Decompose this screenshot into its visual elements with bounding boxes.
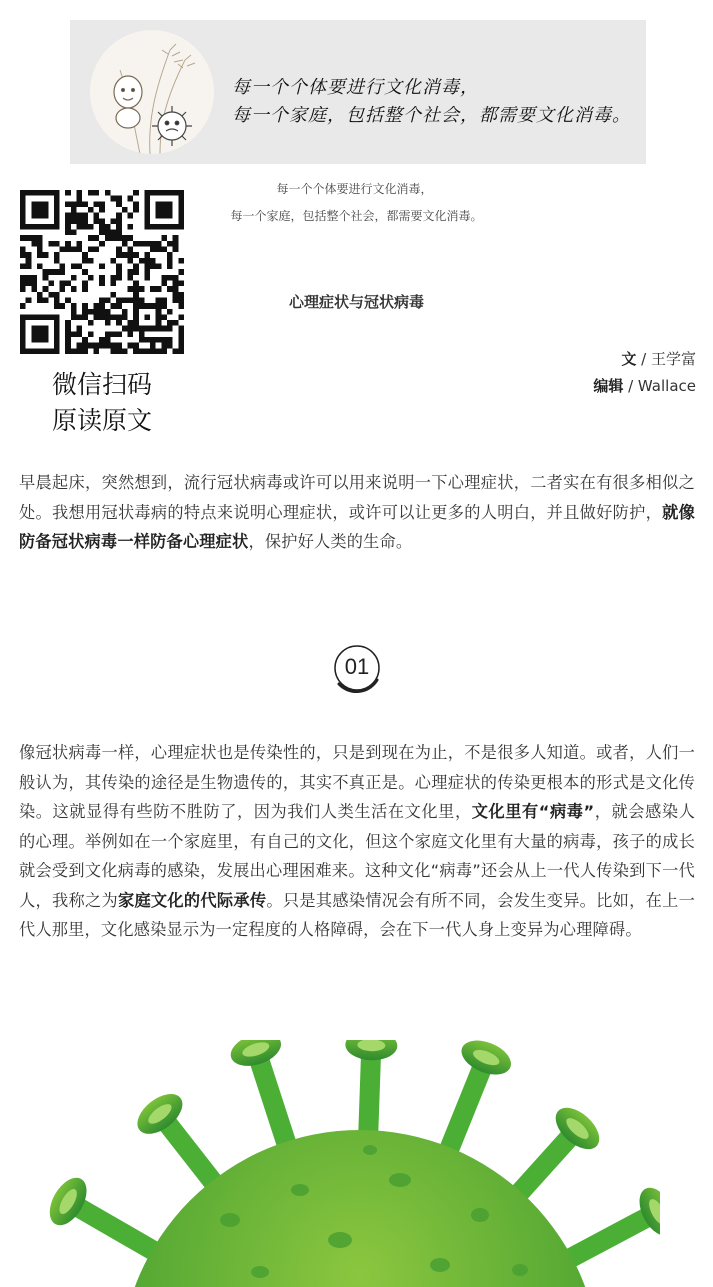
section-number-badge (333, 644, 383, 694)
author-label: 文 (621, 350, 637, 368)
editor-separator: / (623, 377, 638, 395)
intro-paragraph (19, 468, 695, 557)
editor-name: Wallace (637, 377, 696, 395)
coronavirus-illustration (40, 1040, 660, 1287)
author-separator: / (636, 350, 651, 368)
section-1-emphasis-2: 家庭文化的代际承传 (117, 890, 267, 910)
intro-text-1: 早晨起床，突然想到，流行冠状病毒或许可以用来说明一下心理症状，二者实在有很多相似之处。我想用冠状毒病的特点来说明心理症状，或许可以让更多的人明白，并且做好防护， (19, 473, 695, 522)
editor-byline (593, 375, 696, 396)
qr-caption-scan: 微信扫码 (51, 370, 152, 399)
reed-cartoon-illustration (90, 30, 214, 154)
section-1-text-1: 像冠状病毒一样，心理症状也是传染性的，只是到现在为止，不是很多人知道。或者，人们一般认为，其传染的途径是生物遗传的，其实不真正是。心理症状的传染更根本的形式是文化传染。这就显得有些防不胜防了，因为我们人类生活在文化里， (19, 743, 695, 821)
subtitle-line-1: 每一个个体要进行文化消毒， (276, 182, 433, 196)
article-title: 心理症状与冠状病毒 (288, 293, 424, 311)
section-1-text-3: 。只是其感染情况会有所不同，会发生变异。比如，在上一代人那里，文化感染显示为一定程度的人格障碍，会在下一代人身上变异为心理障碍。 (19, 890, 696, 939)
section-1-text-2: ，就会感染人的心理。举例如在一个家庭里，有自己的文化，但这个家庭文化里有大量的病毒，孩子的成长就会受到文化病毒的感染，发展出心理困难来。这种文化“病毒”还会从上一代人传染到下一代人，我称之为 (19, 802, 695, 910)
header-banner-image (70, 20, 646, 164)
banner-line-1: 每一个个体要进行文化消毒， (232, 77, 479, 98)
author-name: 王学富 (650, 350, 696, 368)
section-1-emphasis-1: 文化里有“病毒” (471, 802, 595, 821)
banner-line-2: 每一个家庭，包括整个社会，都需要文化消毒。 (232, 105, 631, 126)
author-byline (621, 348, 696, 369)
subtitle-line-2: 每一个家庭，包括整个社会，都需要文化消毒。 (230, 209, 483, 223)
intro-emphasis: 就像防备冠状病毒一样防备心理症状 (19, 502, 696, 551)
section-1-paragraph (19, 738, 695, 945)
intro-text-2: ，保护好人类的生命。 (248, 532, 413, 551)
qr-caption-read: 原读原文 (51, 406, 152, 435)
section-number: 01 (344, 654, 370, 679)
editor-label: 编辑 (593, 377, 624, 395)
